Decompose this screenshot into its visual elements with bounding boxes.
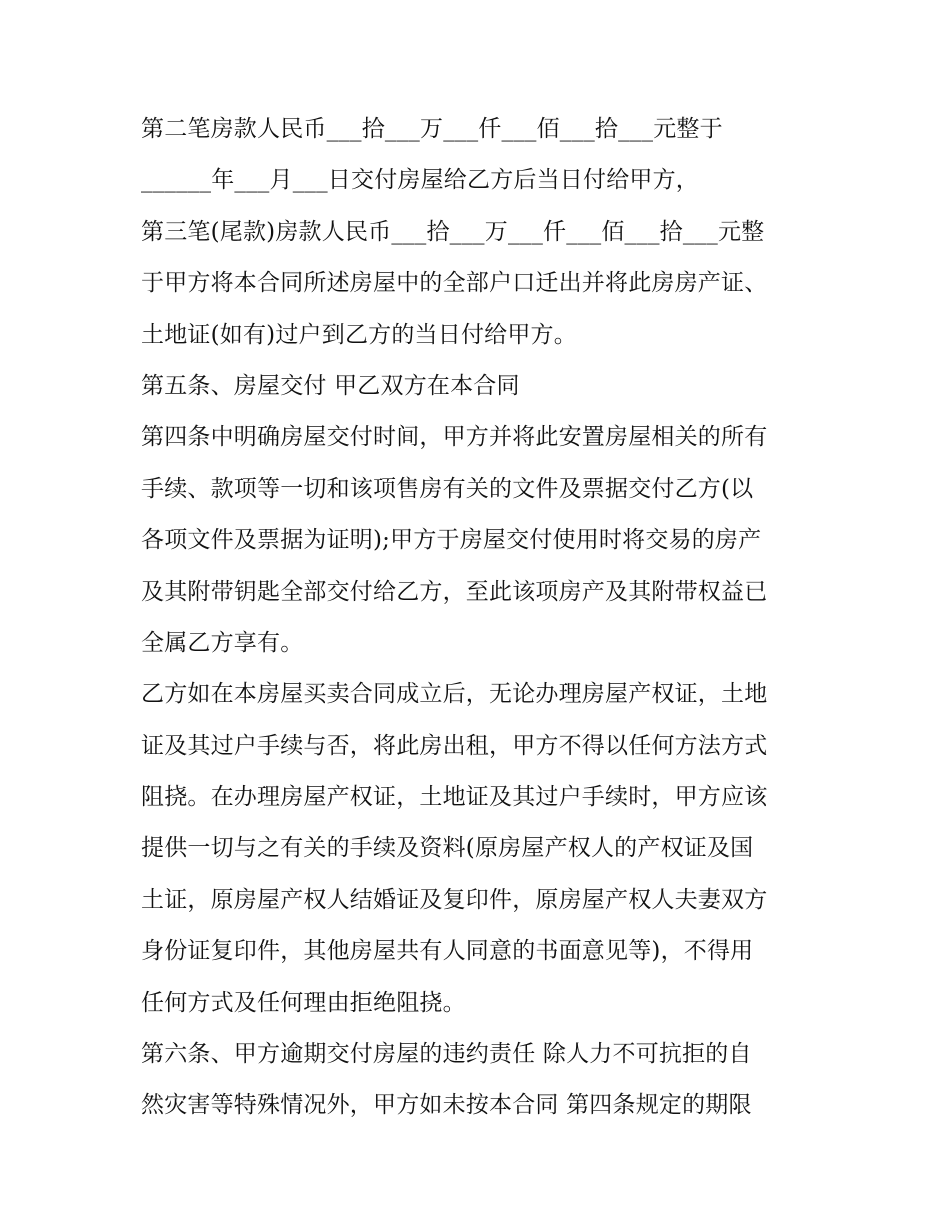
text-line: 提供一切与之有关的手续及资料(原房屋产权人的产权证及国 [141,835,754,862]
text-line: 第二笔房款人民币___拾___万___仟___佰___拾___元整于 [141,116,723,142]
text-line: 于甲方将本合同所述房屋中的全部户口迁出并将此房房产证、 [141,270,768,297]
text-line: 各项文件及票据为证明);甲方于房屋交付使用时将交易的房产 [141,527,762,554]
contract-body-text [141,106,821,1134]
text-line: 第三笔(尾款)房款人民币___拾___万___仟___佰___拾___元整 [141,218,765,245]
text-line: 乙方如在本房屋买卖合同成立后，无论办理房屋产权证，土地 [141,681,768,708]
text-line: 手续、款项等一切和该项售房有关的文件及票据交付乙方(以 [141,475,754,502]
text-line: 第六条、甲方逾期交付房屋的违约责任 除人力不可抗拒的自 [141,1041,752,1068]
text-line: 然灾害等特殊情况外，甲方如未按本合同 第四条规定的期限 [141,1092,752,1119]
text-line: 第四条中明确房屋交付时间，甲方并将此安置房屋相关的所有 [141,424,768,451]
text-line: 第五条、房屋交付 甲乙双方在本合同 [141,372,520,399]
text-line: 任何方式及任何理由拒绝阻挠。 [141,989,466,1016]
text-line: 身份证复印件，其他房屋共有人同意的书面意见等)，不得用 [141,938,754,965]
text-line: 证及其过户手续与否，将此房出租，甲方不得以任何方法方式 [141,732,768,759]
text-line: ______年___月___日交付房屋给乙方后当日付给甲方， [141,167,699,194]
text-line: 土证，原房屋产权人结婚证及复印件，原房屋产权人夫妻双方 [141,886,768,913]
text-line: 土地证(如有)过户到乙方的当日付给甲方。 [141,321,577,348]
text-line: 全属乙方享有。 [141,629,304,656]
text-line: 及其附带钥匙全部交付给乙方，至此该项房产及其附带权益已 [141,578,768,605]
text-line: 阻挠。在办理房屋产权证，土地证及其过户手续时，甲方应该 [141,784,768,811]
